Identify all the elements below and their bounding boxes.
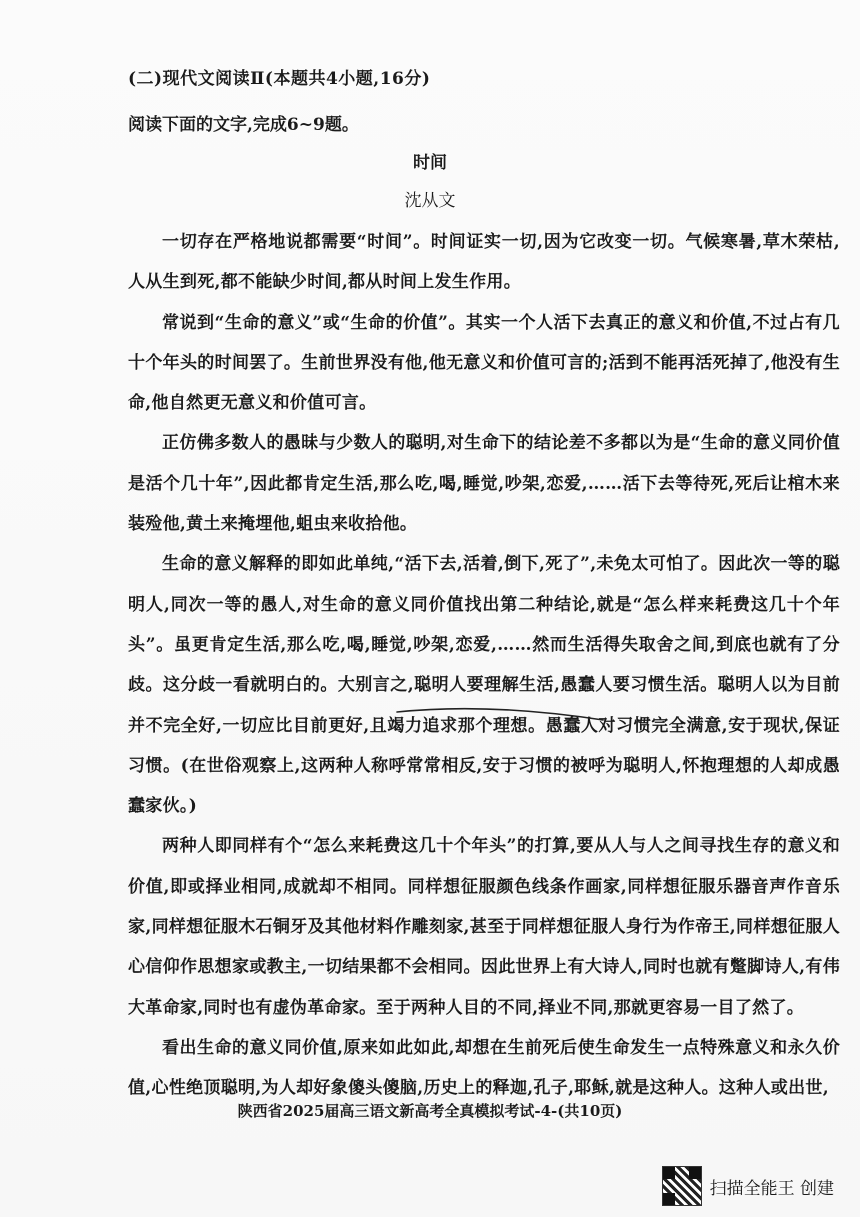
reading-instruction: 阅读下面的文字,完成6~9题。 <box>128 115 359 135</box>
watermark-text: 扫描全能王 创建 <box>709 1178 834 1199</box>
paragraph: 生命的意义解释的即如此单纯,“活下去,活着,倒下,死了”,未免太可怕了。因此次一等的聪明人,同次一等的愚人,对生命的意义同价值找出第二种结论,就是“怎么样来耗费这几十个年头”。虽更肯定生活,那么吃,喝,睡觉,吵架,恋爱,……然而生活得失取舍之间,到底也就有了分歧。这分歧一看就明白的。大别言之,聪明人要理解生活,愚蠢人要习惯生活。聪明人以为目前并不完全好,一切应比目前更好,且竭力追求那个理想。愚蠢人对习惯完全满意,安于现状,保证习惯。(在世俗观察上,这两种人称呼常常相反,安于习惯的被呼为聪明人,怀抱理想的人却成愚蠢家伙。) <box>128 554 840 817</box>
paragraph: 两种人即同样有个“怎么来耗费这几十个年头”的打算,要从人与人之间寻找生存的意义和价值,即或择业相同,成就却不相同。同样想征服颜色线条作画家,同样想征服乐器音声作音乐家,同样想征服木石铜牙及其他材料作雕刻家,甚至于同样想征服人身行为作帝王,同样想征服人心信仰作思想家或教主,一切结果都不会相同。因此世界上有大诗人,同时也就有蹩脚诗人,有伟大革命家,同时也有虚伪革命家。至于两种人目的不同,择业不同,那就更容易一目了然了。 <box>128 836 840 1018</box>
scanner-watermark <box>662 1166 834 1206</box>
article-author: 沈从文 <box>404 191 456 211</box>
article-title: 时间 <box>413 153 447 173</box>
paragraph: 常说到“生命的意义”或“生命的价值”。其实一个人活下去真正的意义和价值,不过占有几十个年头的时间罢了。生前世界没有他,他无意义和价值可言的;活到不能再活死掉了,他没有生命,他自然更无意义和价值可言。 <box>128 312 840 414</box>
article-body <box>128 222 840 1109</box>
qr-code-icon <box>662 1166 702 1206</box>
paragraph: 看出生命的意义同价值,原来如此如此,却想在生前死后使生命发生一点特殊意义和永久价值,心性绝顶聪明,为人却好象傻头傻脑,历史上的释迦,孔子,耶稣,就是这种人。这种人或出世, <box>128 1037 840 1099</box>
section-title: (二)现代文阅读Ⅱ(本题共4小题,16分) <box>128 69 431 89</box>
paragraph: 正仿佛多数人的愚昧与少数人的聪明,对生命下的结论差不多都以为是“生命的意义同价值是活个几十年”,因此都肯定生活,那么吃,喝,睡觉,吵架,恋爱,……活下去等待死,死后让棺木来装殓他,黄土来掩埋他,蛆虫来收拾他。 <box>128 433 840 535</box>
page-footer: 陕西省2025届高三语文新高考全真模拟考试-4-(共10页) <box>237 1102 623 1120</box>
paragraph: 一切存在严格地说都需要“时间”。时间证实一切,因为它改变一切。气候寒暑,草木荣枯,人从生到死,都不能缺少时间,都从时间上发生作用。 <box>128 232 840 293</box>
